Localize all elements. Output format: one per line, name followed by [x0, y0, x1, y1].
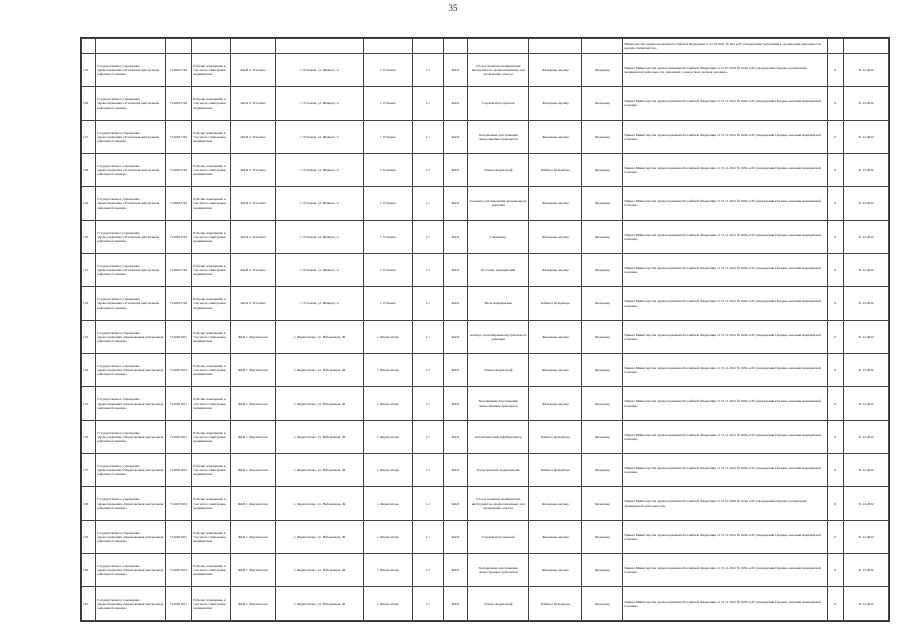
code-cell: 7149031651 — [165, 354, 192, 387]
city-cell: г. Устюжна — [363, 153, 412, 186]
table-row — [82, 587, 889, 621]
count-cell: 0 — [827, 387, 843, 420]
date-cell: 31.12.2022 — [843, 520, 888, 553]
unit-cell: ФАП — [443, 520, 468, 553]
table-row — [82, 87, 889, 120]
area-cell: Рабочие помещения, в том числе санитарные, медицинские — [192, 187, 231, 220]
address-cell: г. Устюжна, ул. Шмидта, 4 — [276, 254, 364, 287]
unit-cell: ФАП — [443, 354, 468, 387]
room-cell: ФАП п. Устюжна — [231, 220, 276, 253]
city-cell: с. Ферапонтово — [363, 554, 412, 587]
row-number-cell: 145 — [82, 53, 96, 86]
floor-cell: 1.1 — [412, 354, 443, 387]
city-cell: г. Устюжна — [363, 87, 412, 120]
count-cell: 0 — [827, 587, 843, 621]
table-row — [82, 354, 889, 387]
unit-cell: ФАП — [443, 420, 468, 453]
address-cell: г. Устюжна, ул. Шмидта, 4 — [276, 87, 364, 120]
table-row — [82, 454, 889, 487]
room-cell: ФАП с. Ферапонтово — [231, 454, 276, 487]
activity-cell: Электрокардиограф — [468, 587, 529, 621]
document-table — [80, 37, 890, 622]
row-number-cell: 159 — [82, 520, 96, 553]
floor-cell: 1.1 — [412, 220, 443, 253]
category-cell: Фельдшер — [582, 120, 623, 153]
room-cell: ФАП с. Ферапонтово — [231, 320, 276, 353]
table-row — [82, 554, 889, 587]
area-cell: Рабочие помещения, в том числе санитарные, медицинские — [192, 387, 231, 420]
table-row — [82, 487, 889, 520]
legal-basis-cell: Приказ Министерства здравоохранения Российской Федерации от 15.11.2012 № 918н «Об утверждении Порядка оказания медицинской помощи» — [623, 554, 827, 587]
category-cell: Фельдшер — [582, 153, 623, 186]
address-cell: г. Устюжна, ул. Шмидта, 4 — [276, 287, 364, 320]
date-cell: 31.12.2022 — [843, 454, 888, 487]
activity-cell: Пульсоксиметр медицинский — [468, 454, 529, 487]
city-cell: с. Ферапонтово — [363, 487, 412, 520]
category-cell: Фельдшер — [582, 87, 623, 120]
floor-cell: 1.1 — [412, 554, 443, 587]
room-cell: ФАП с. Ферапонтово — [231, 520, 276, 553]
organization-cell: Государственное учреждение здравоохранения «Устюжская центральная районная больница» — [96, 220, 165, 253]
area-cell: Рабочие помещения, в том числе санитарные, медицинские — [192, 287, 231, 320]
code-cell: 7149031651 — [165, 487, 192, 520]
category-cell: Фельдшер — [582, 554, 623, 587]
room-cell: ФАП с. Ферапонтово — [231, 554, 276, 587]
floor-cell: 1.1 — [412, 187, 443, 220]
category-cell: Фельдшер — [582, 320, 623, 353]
city-cell: с. Ферапонтово — [363, 420, 412, 453]
count-cell: 0 — [827, 187, 843, 220]
continuation-row — [82, 39, 889, 54]
table-row — [82, 420, 889, 453]
organization-cell: Государственное учреждение здравоохранения «Череповецкая центральная районная больница» — [96, 487, 165, 520]
position-cell: Фельдшер-акушер — [529, 53, 582, 86]
address-cell: с. Ферапонтово, ул. Набережная, 49 — [276, 320, 364, 353]
address-cell: с. Ферапонтово, ул. Набережная, 49 — [276, 487, 364, 520]
row-number-cell: 161 — [82, 587, 96, 621]
row-number-cell: 150 — [82, 220, 96, 253]
city-cell: с. Ферапонтово — [363, 387, 412, 420]
count-cell: 0 — [827, 454, 843, 487]
category-cell: Фельдшер — [582, 287, 623, 320]
category-cell: Фельдшер — [582, 587, 623, 621]
table-row — [82, 520, 889, 553]
legal-basis-cell: Приказ Министерства здравоохранения Российской Федерации от 15.11.2012 № 918н «Об утверждении Порядка оказания медицинской помощи» — [623, 220, 827, 253]
activity-cell: Холодильник для хранения лекарственных препаратов — [468, 387, 529, 420]
floor-cell: 1.1 — [412, 487, 443, 520]
legal-basis-cell: Приказ Министерства здравоохранения Российской Федерации от 15.11.2012 № 918н «Об утверждении Порядка оказания медицинской помощи» — [623, 587, 827, 621]
area-cell: Рабочие помещения, в том числе санитарные, медицинские — [192, 120, 231, 153]
unit-cell: ФАП — [443, 454, 468, 487]
unit-cell: ФАП — [443, 220, 468, 253]
activity-cell: Стерилизатор паровой — [468, 87, 529, 120]
unit-cell: ФАП — [443, 320, 468, 353]
code-cell: 7149031764 — [165, 254, 192, 287]
category-cell: Фельдшер — [582, 387, 623, 420]
row-number-cell: 146 — [82, 87, 96, 120]
row-number-cell: 147 — [82, 120, 96, 153]
row-number-cell: 160 — [82, 554, 96, 587]
area-cell: Рабочие помещения, в том числе санитарные, медицинские — [192, 587, 231, 621]
room-cell: ФАП с. Ферапонтово — [231, 354, 276, 387]
table-row — [82, 220, 889, 253]
floor-cell: 1.1 — [412, 320, 443, 353]
code-cell: 7149031764 — [165, 120, 192, 153]
address-cell: г. Устюжна, ул. Шмидта, 4 — [276, 53, 364, 86]
floor-cell: 1.1 — [412, 254, 443, 287]
date-cell: 31.12.2022 — [843, 187, 888, 220]
date-cell: 31.12.2022 — [843, 420, 888, 453]
table-row — [82, 387, 889, 420]
count-cell: 0 — [827, 53, 843, 86]
count-cell: 0 — [827, 420, 843, 453]
table-row — [82, 320, 889, 353]
floor-cell: 1.1 — [412, 454, 443, 487]
organization-cell: Государственное учреждение здравоохранения «Устюжская центральная районная больница» — [96, 153, 165, 186]
area-cell: Рабочие помещения, в том числе санитарные, медицинские — [192, 320, 231, 353]
legal-basis-cell: Приказ Министерства здравоохранения Российской Федерации от 15.11.2012 № 918н «Об утверждении Порядка оказания медицинской помощи» — [623, 520, 827, 553]
legal-basis-cell: Приказ Министерства здравоохранения Российской Федерации от 21.07.2020 № 674н «Об утверждении Порядка организации медицинской деятельности, связанной с донорством органов человека» — [623, 53, 827, 86]
area-cell: Рабочие помещения, в том числе санитарные, медицинские — [192, 53, 231, 86]
code-cell: 7149031764 — [165, 153, 192, 186]
count-cell: 0 — [827, 254, 843, 287]
room-cell: ФАП с. Ферапонтово — [231, 420, 276, 453]
activity-cell: Сбор и хранение медицинских инструментов, предназначенных для проведения осмотра — [468, 53, 529, 86]
row-number-cell: 152 — [82, 287, 96, 320]
room-cell: ФАП п. Устюжна — [231, 87, 276, 120]
activity-cell: Весы медицинские — [468, 287, 529, 320]
unit-cell: ФАП — [443, 87, 468, 120]
city-cell: с. Ферапонтово — [363, 587, 412, 621]
activity-cell: Сбор и хранение медицинских инструментов, предназначенных для проведения осмотра — [468, 487, 529, 520]
row-number-cell: 158 — [82, 487, 96, 520]
category-cell: Фельдшер — [582, 454, 623, 487]
date-cell: 31.12.2022 — [843, 287, 888, 320]
room-cell: ФАП п. Устюжна — [231, 187, 276, 220]
address-cell: г. Устюжна, ул. Шмидта, 4 — [276, 220, 364, 253]
organization-cell: Государственное учреждение здравоохранения «Череповецкая центральная районная больница» — [96, 454, 165, 487]
room-cell: ФАП с. Ферапонтово — [231, 487, 276, 520]
count-cell: 0 — [827, 487, 843, 520]
floor-cell: 1.1 — [412, 520, 443, 553]
category-cell: Фельдшер — [582, 354, 623, 387]
legal-basis-cell: Приказ Министерства здравоохранения Российской Федерации от 15.11.2012 № 918н «Об утверждении Порядка оказания медицинской помощи» — [623, 320, 827, 353]
unit-cell: ФАП — [443, 387, 468, 420]
position-cell: Фельдшер-акушер — [529, 220, 582, 253]
date-cell: 31.12.2022 — [843, 354, 888, 387]
position-cell: Фельдшер-акушер — [529, 354, 582, 387]
area-cell: Рабочие помещения, в том числе санитарные, медицинские — [192, 87, 231, 120]
legal-basis-cell: Приказ Министерства здравоохранения Российской Федерации от 15.11.2012 № 918н «Об утверждении Порядка оказания медицинской помощи» — [623, 87, 827, 120]
city-cell: г. Устюжна — [363, 287, 412, 320]
count-cell: 0 — [827, 287, 843, 320]
page-number: 35 — [448, 3, 458, 13]
organization-cell: Государственное учреждение здравоохранения «Устюжская центральная районная больница» — [96, 187, 165, 220]
organization-cell: Государственное учреждение здравоохранения «Череповецкая центральная районная больница» — [96, 420, 165, 453]
row-number-cell: 151 — [82, 254, 96, 287]
address-cell: с. Ферапонтово, ул. Набережная, 49 — [276, 354, 364, 387]
legal-basis-cell: Приказ Министерства здравоохранения Российской Федерации от 15.11.2012 № 918н «Об утверждении Порядка оказания медицинской помощи» — [623, 420, 827, 453]
unit-cell: ФАП — [443, 587, 468, 621]
activity-cell: Аппарат для измерения внутриглазного давления — [468, 320, 529, 353]
count-cell: 0 — [827, 153, 843, 186]
organization-cell: Государственное учреждение здравоохранения «Устюжская центральная районная больница» — [96, 53, 165, 86]
floor-cell: 1.1 — [412, 87, 443, 120]
floor-cell: 1.1 — [412, 287, 443, 320]
code-cell: 7149031651 — [165, 387, 192, 420]
count-cell: 0 — [827, 354, 843, 387]
code-cell: 7149031764 — [165, 220, 192, 253]
activity-cell: Стерилизатор паровой — [468, 520, 529, 553]
unit-cell: ФАП — [443, 287, 468, 320]
category-cell: Фельдшер — [582, 487, 623, 520]
count-cell: 0 — [827, 220, 843, 253]
organization-cell: Государственное учреждение здравоохранения «Устюжская центральная районная больница» — [96, 87, 165, 120]
legal-basis-cell: Приказ Министерства здравоохранения Российской Федерации от 15.11.2012 № 918н «Об утверждении Порядка оказания медицинской помощи» — [623, 354, 827, 387]
code-cell: 7149031764 — [165, 287, 192, 320]
count-cell: 0 — [827, 554, 843, 587]
organization-cell: Государственное учреждение здравоохранения «Череповецкая центральная районная больница» — [96, 387, 165, 420]
row-number-cell: 149 — [82, 187, 96, 220]
table-row — [82, 187, 889, 220]
address-cell: с. Ферапонтово, ул. Набережная, 49 — [276, 387, 364, 420]
category-cell: Фельдшер — [582, 254, 623, 287]
category-cell: Фельдшер — [582, 53, 623, 86]
row-number-cell: 157 — [82, 454, 96, 487]
activity-cell: Ростомер медицинский — [468, 254, 529, 287]
unit-cell: ФАП — [443, 187, 468, 220]
room-cell: ФАП с. Ферапонтово — [231, 387, 276, 420]
unit-cell: ФАП — [443, 153, 468, 186]
date-cell: 31.12.2022 — [843, 487, 888, 520]
room-cell: ФАП с. Ферапонтово — [231, 587, 276, 621]
city-cell: с. Ферапонтово — [363, 320, 412, 353]
table-row — [82, 153, 889, 186]
date-cell: 31.12.2022 — [843, 320, 888, 353]
code-cell: 7149031764 — [165, 53, 192, 86]
unit-cell: ФАП — [443, 53, 468, 86]
row-number-cell: 154 — [82, 354, 96, 387]
organization-cell: Государственное учреждение здравоохранения «Устюжская центральная районная больница» — [96, 120, 165, 153]
position-cell: Фельдшер-акушер — [529, 87, 582, 120]
date-cell: 31.12.2022 — [843, 587, 888, 621]
organization-cell: Государственное учреждение здравоохранения «Устюжская центральная районная больница» — [96, 254, 165, 287]
count-cell: 0 — [827, 120, 843, 153]
floor-cell: 1.1 — [412, 153, 443, 186]
position-cell: Кабинет фельдшера — [529, 420, 582, 453]
date-cell: 31.12.2022 — [843, 387, 888, 420]
count-cell: 0 — [827, 87, 843, 120]
organization-cell: Государственное учреждение здравоохранения «Устюжская центральная районная больница» — [96, 287, 165, 320]
address-cell: с. Ферапонтово, ул. Набережная, 49 — [276, 420, 364, 453]
code-cell: 7149031651 — [165, 520, 192, 553]
city-cell: г. Устюжна — [363, 254, 412, 287]
unit-cell: ФАП — [443, 254, 468, 287]
position-cell: Кабинет фельдшера — [529, 587, 582, 621]
organization-cell: Государственное учреждение здравоохранения «Череповецкая центральная районная больница» — [96, 554, 165, 587]
area-cell: Рабочие помещения, в том числе санитарные, медицинские — [192, 420, 231, 453]
activity-cell: Холодильник для хранения лекарственных препаратов — [468, 554, 529, 587]
activity-cell: Электрокардиограф — [468, 354, 529, 387]
floor-cell: 1.1 — [412, 420, 443, 453]
address-cell: с. Ферапонтово, ул. Набережная, 49 — [276, 587, 364, 621]
activity-cell: Автоматический дефибриллятор — [468, 420, 529, 453]
address-cell: г. Устюжна, ул. Шмидта, 4 — [276, 153, 364, 186]
code-cell: 7149031764 — [165, 187, 192, 220]
city-cell: г. Устюжна — [363, 53, 412, 86]
legal-basis-cell: Приказ Министерства здравоохранения Российской Федерации от 15.11.2012 № 918н «Об утверждении Порядка оказания медицинской помощи» — [623, 287, 827, 320]
date-cell: 31.12.2022 — [843, 153, 888, 186]
floor-cell: 1.1 — [412, 120, 443, 153]
position-cell: Фельдшер-акушер — [529, 487, 582, 520]
area-cell: Рабочие помещения, в том числе санитарные, медицинские — [192, 487, 231, 520]
category-cell: Фельдшер — [582, 520, 623, 553]
category-cell: Фельдшер — [582, 220, 623, 253]
address-cell: с. Ферапонтово, ул. Набережная, 49 — [276, 520, 364, 553]
legal-basis-cell: Приказ Министерства здравоохранения Российской Федерации от 15.11.2012 № 918н «Об утверждении Порядка оказания медицинской помощи» — [623, 187, 827, 220]
floor-cell: 1.1 — [412, 587, 443, 621]
table-row — [82, 287, 889, 320]
city-cell: с. Ферапонтово — [363, 454, 412, 487]
room-cell: ФАП п. Устюжна — [231, 120, 276, 153]
organization-cell: Государственное учреждение здравоохранения «Череповецкая центральная районная больница» — [96, 320, 165, 353]
activity-cell: Тонометр для измерения артериального давления — [468, 187, 529, 220]
position-cell: Фельдшер-акушер — [529, 520, 582, 553]
legal-basis-cell: Приказ Министерства здравоохранения Российской Федерации от 15.11.2012 № 918н «Об утверждении Порядка оказания медицинской помощи» — [623, 120, 827, 153]
activity-cell: Электрокардиограф — [468, 153, 529, 186]
city-cell: с. Ферапонтово — [363, 520, 412, 553]
city-cell: с. Ферапонтово — [363, 354, 412, 387]
date-cell: 31.12.2022 — [843, 87, 888, 120]
category-cell: Фельдшер — [582, 420, 623, 453]
organization-cell: Государственное учреждение здравоохранения «Череповецкая центральная районная больница» — [96, 354, 165, 387]
date-cell: 31.12.2022 — [843, 220, 888, 253]
area-cell: Рабочие помещения, в том числе санитарные, медицинские — [192, 354, 231, 387]
area-cell: Рабочие помещения, в том числе санитарные, медицинские — [192, 554, 231, 587]
room-cell: ФАП п. Устюжна — [231, 254, 276, 287]
legal-basis-cell: Приказ Министерства здравоохранения Российской Федерации от 15.11.2012 № 918н «Об утверждении Порядка оказания медицинской помощи» — [623, 254, 827, 287]
city-cell: г. Устюжна — [363, 220, 412, 253]
floor-cell: 1.1 — [412, 53, 443, 86]
legal-basis-cell: Приказ Министерства здравоохранения Российской Федерации от 15.11.2012 № 918н «Об утверждении Порядка оказания медицинской помощи» — [623, 454, 827, 487]
position-cell: Фельдшер-акушер — [529, 187, 582, 220]
position-cell: Кабинет фельдшера — [529, 287, 582, 320]
row-number-cell: 148 — [82, 153, 96, 186]
category-cell: Фельдшер — [582, 187, 623, 220]
table-row — [82, 53, 889, 86]
legal-basis-cell: Приказ Министерства здравоохранения Российской Федерации от 15.11.2012 № 918н «Об утверждении Порядка оказания медицинской помощи» — [623, 387, 827, 420]
row-number-cell: 153 — [82, 320, 96, 353]
activity-cell: Глюкометр — [468, 220, 529, 253]
address-cell: с. Ферапонтово, ул. Набережная, 49 — [276, 454, 364, 487]
code-cell: 7149031651 — [165, 320, 192, 353]
table-row — [82, 254, 889, 287]
position-cell: Фельдшер-акушер — [529, 554, 582, 587]
count-cell: 0 — [827, 520, 843, 553]
address-cell: с. Ферапонтово, ул. Набережная, 49 — [276, 554, 364, 587]
row-number-cell: 156 — [82, 420, 96, 453]
area-cell: Рабочие помещения, в том числе санитарные, медицинские — [192, 520, 231, 553]
count-cell: 0 — [827, 320, 843, 353]
activity-cell: Холодильник для хранения лекарственных препаратов — [468, 120, 529, 153]
city-cell: г. Устюжна — [363, 120, 412, 153]
area-cell: Рабочие помещения, в том числе санитарные, медицинские — [192, 220, 231, 253]
unit-cell: ФАП — [443, 554, 468, 587]
city-cell: г. Устюжна — [363, 187, 412, 220]
legal-basis-cell: Приказ Министерства здравоохранения Российской Федерации от 15.11.2012 № 918н «Об утверждении Порядка оказания медицинской помощи» — [623, 153, 827, 186]
address-cell: г. Устюжна, ул. Шмидта, 4 — [276, 120, 364, 153]
unit-cell: ФАП — [443, 487, 468, 520]
table-row — [82, 120, 889, 153]
date-cell: 31.12.2022 — [843, 254, 888, 287]
position-cell: Кабинет фельдшера — [529, 454, 582, 487]
room-cell: ФАП п. Устюжна — [231, 53, 276, 86]
position-cell: Фельдшер-акушер — [529, 387, 582, 420]
area-cell: Рабочие помещения, в том числе санитарные, медицинские — [192, 454, 231, 487]
code-cell: 7149031651 — [165, 420, 192, 453]
position-cell: Фельдшер-акушер — [529, 320, 582, 353]
row-number-cell: 155 — [82, 387, 96, 420]
area-cell: Рабочие помещения, в том числе санитарные, медицинские — [192, 254, 231, 287]
unit-cell: ФАП — [443, 120, 468, 153]
position-cell: Фельдшер-акушер — [529, 120, 582, 153]
room-cell: ФАП п. Устюжна — [231, 153, 276, 186]
continuation-legal-cell: Министерства здравоохранения Российской Федерации от 11.03.2021 № 40н «Об утверждении требований к организации деятельности врачей-специалистов» — [623, 39, 827, 54]
room-cell: ФАП п. Устюжна — [231, 287, 276, 320]
code-cell: 7149031764 — [165, 87, 192, 120]
code-cell: 7149031651 — [165, 554, 192, 587]
organization-cell: Государственное учреждение здравоохранения «Череповецкая центральная районная больница» — [96, 587, 165, 621]
position-cell: Фельдшер-акушер — [529, 254, 582, 287]
position-cell: Кабинет фельдшера — [529, 153, 582, 186]
date-cell: 31.12.2022 — [843, 554, 888, 587]
date-cell: 31.12.2022 — [843, 53, 888, 86]
date-cell: 31.12.2022 — [843, 120, 888, 153]
organization-cell: Государственное учреждение здравоохранения «Череповецкая центральная районная больница» — [96, 520, 165, 553]
code-cell: 7149031651 — [165, 454, 192, 487]
area-cell: Рабочие помещения, в том числе санитарные, медицинские — [192, 153, 231, 186]
legal-basis-cell: Приказ Министерства здравоохранения Российской Федерации от 21.07.2020 № 674н «Об утверждении Порядка организации медицинской деятельности» — [623, 487, 827, 520]
address-cell: г. Устюжна, ул. Шмидта, 4 — [276, 187, 364, 220]
floor-cell: 1.1 — [412, 387, 443, 420]
code-cell: 7149031651 — [165, 587, 192, 621]
